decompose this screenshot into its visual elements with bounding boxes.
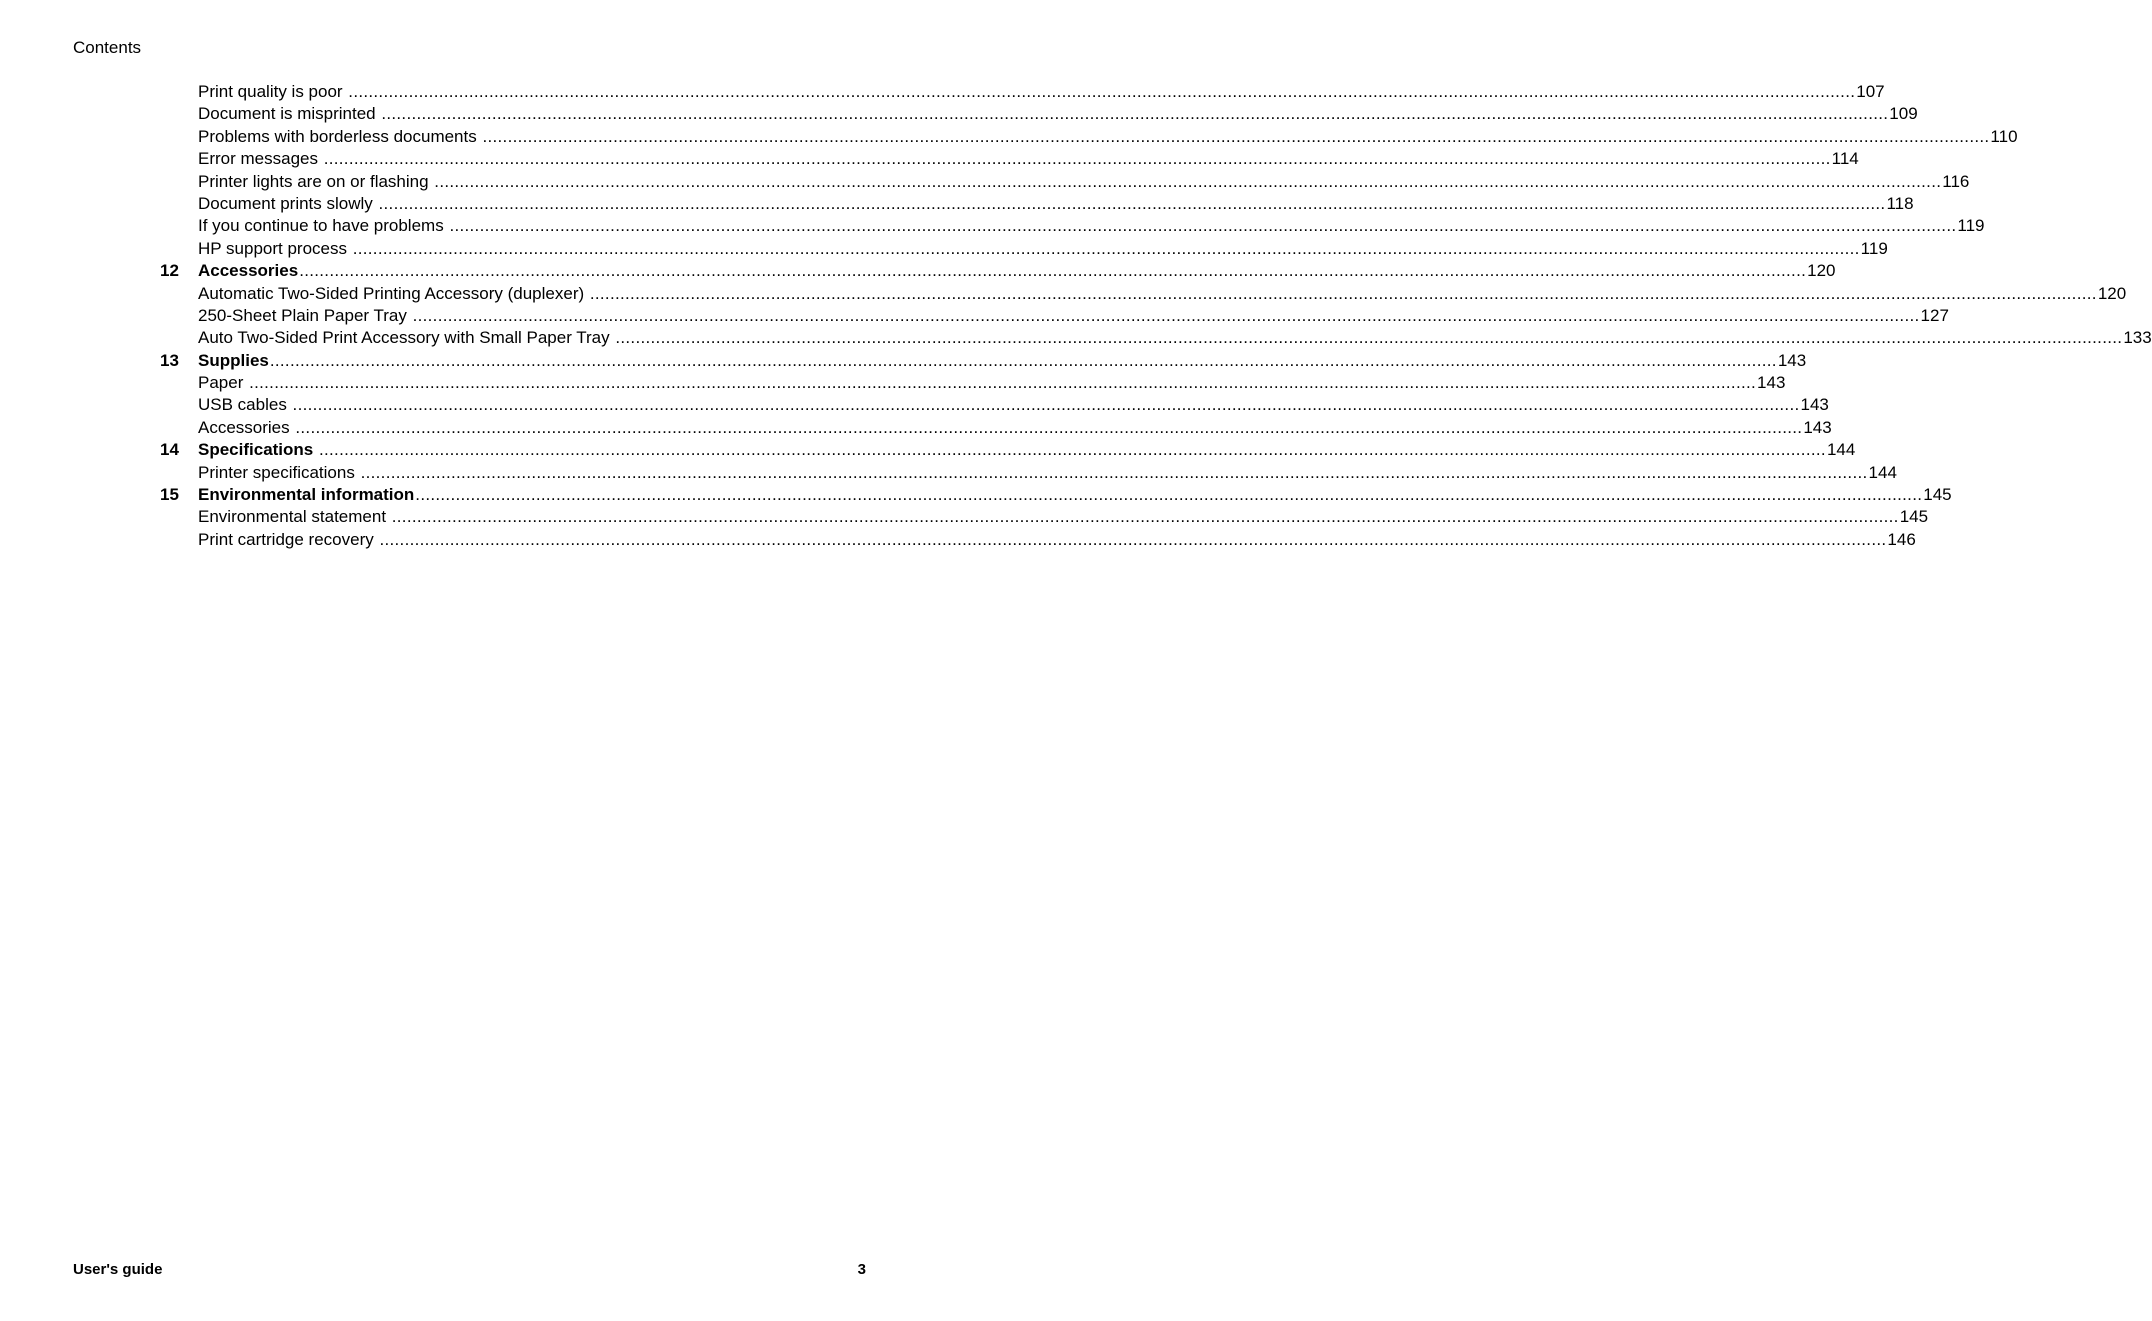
toc-dot-leader: ............................................................................................................................................................................................................................................................................................................ [352, 238, 1860, 258]
toc-title: 250-Sheet Plain Paper Tray [198, 305, 412, 325]
toc-dot-leader: ............................................................................................................................................................................................................................................................................................................ [295, 417, 1803, 437]
toc-entry [198, 193, 1914, 215]
toc-section-row[interactable] [160, 103, 1918, 125]
toc-section-row[interactable] [160, 529, 1916, 551]
toc-title: Supplies [198, 350, 269, 370]
toc-chapter-number: 14 [160, 440, 179, 460]
toc-title: Printer lights are on or flashing [198, 171, 434, 191]
toc-dot-leader: ............................................................................................................................................................................................................................................................................................................ [318, 440, 1826, 460]
toc-title: Print quality is poor [198, 82, 348, 101]
toc-entry [198, 283, 2127, 305]
toc-entry [198, 305, 1949, 327]
toc-chapter-number: 12 [160, 261, 179, 281]
toc-page-number: 143 [1757, 373, 1786, 393]
toc-chapter-number: 13 [160, 350, 179, 370]
toc-entry [198, 439, 1856, 461]
toc-page-number: 143 [1803, 417, 1832, 437]
toc-section-row[interactable] [160, 126, 2018, 148]
toc-entry [198, 394, 1829, 416]
toc-chapter-row[interactable] [160, 350, 1807, 372]
toc-title: HP support process [198, 238, 352, 258]
toc-dot-leader: ............................................................................................................................................................................................................................................................................................................ [482, 126, 1990, 146]
toc-entry [198, 148, 1859, 170]
toc-chapter-number: 15 [160, 485, 179, 505]
toc-title: Error messages [198, 149, 323, 169]
toc-dot-leader: ............................................................................................................................................................................................................................................................................................................ [348, 82, 1856, 101]
toc-page-number: 119 [1957, 216, 1985, 236]
toc-section-row[interactable] [160, 372, 1786, 394]
toc-entry [198, 462, 1897, 484]
toc-entry [198, 126, 2018, 148]
toc-title: Accessories [198, 417, 295, 437]
toc-dot-leader: ............................................................................................................................................................................................................................................................................................................ [299, 261, 1807, 281]
toc-page-number: 146 [1887, 529, 1916, 549]
toc-title: If you continue to have problems [198, 216, 449, 236]
toc-title: Print cartridge recovery [198, 529, 379, 549]
toc-section-row[interactable] [160, 215, 1985, 237]
toc-page-number: 143 [1800, 395, 1829, 415]
toc-dot-leader: ............................................................................................................................................................................................................................................................................................................ [412, 305, 1920, 325]
toc-dot-leader: ............................................................................................................................................................................................................................................................................................................ [269, 350, 1777, 370]
toc-section-row[interactable] [160, 394, 1829, 416]
toc-page-number: 114 [1831, 149, 1859, 169]
toc-dot-leader: ............................................................................................................................................................................................................................................................................................................ [415, 485, 1923, 505]
toc-dot-leader: ............................................................................................................................................................................................................................................................................................................ [292, 395, 1800, 415]
toc-title: Document prints slowly [198, 193, 378, 213]
toc-entry [198, 529, 1916, 551]
toc-dot-leader: ............................................................................................................................................................................................................................................................................................................ [379, 529, 1887, 549]
toc-page-number: 144 [1868, 462, 1897, 482]
toc-entry [198, 215, 1985, 237]
toc-dot-leader: ............................................................................................................................................................................................................................................................................................................ [360, 462, 1868, 482]
toc-page-number: 133 [2123, 328, 2152, 348]
table-of-contents [160, 81, 2152, 551]
toc-page-number: 145 [1899, 507, 1929, 527]
footer-guide-label: User's guide [73, 1261, 163, 1278]
toc-chapter-row[interactable] [160, 439, 1856, 461]
toc-page-number: 127 [1920, 305, 1949, 325]
toc-page-number: 109 [1889, 104, 1918, 124]
toc-dot-leader: ............................................................................................................................................................................................................................................................................................................ [449, 216, 1957, 236]
toc-dot-leader: ............................................................................................................................................................................................................................................................................................................ [615, 328, 2123, 348]
toc-dot-leader: ............................................................................................................................................................................................................................................................................................................ [249, 373, 1757, 393]
toc-page-number: 143 [1777, 350, 1807, 370]
toc-title: Specifications [198, 440, 318, 460]
toc-page-number: 110 [1990, 126, 2018, 146]
toc-entry [198, 372, 1786, 394]
toc-page-number: 120 [2097, 283, 2127, 303]
toc-entry [198, 103, 1918, 125]
toc-entry [198, 327, 2152, 349]
toc-chapter-row[interactable] [160, 484, 1952, 506]
running-header: Contents [73, 38, 142, 57]
toc-entry [198, 81, 1885, 103]
toc-section-row[interactable] [160, 148, 1859, 170]
toc-title: USB cables [198, 395, 292, 415]
toc-entry [198, 260, 1836, 282]
toc-dot-leader: ............................................................................................................................................................................................................................................................................................................ [391, 507, 1899, 527]
toc-section-row[interactable] [160, 327, 2152, 349]
toc-section-row[interactable] [160, 305, 1949, 327]
toc-dot-leader: ............................................................................................................................................................................................................................................................................................................ [589, 283, 2097, 303]
toc-dot-leader: ............................................................................................................................................................................................................................................................................................................ [323, 149, 1831, 169]
toc-dot-leader: ............................................................................................................................................................................................................................................................................................................ [434, 171, 1942, 191]
toc-title: Paper [198, 373, 249, 393]
toc-title: Environmental statement [198, 507, 391, 527]
toc-section-row[interactable] [160, 417, 1832, 439]
toc-page-number: 118 [1886, 193, 1914, 213]
toc-page-number: 145 [1923, 485, 1952, 505]
toc-title: Printer specifications [198, 462, 360, 482]
toc-section-row[interactable] [160, 506, 1929, 528]
toc-section-row[interactable] [160, 193, 1914, 215]
toc-title: Problems with borderless documents [198, 126, 482, 146]
toc-section-row[interactable] [160, 283, 2127, 305]
toc-page-number: 144 [1826, 440, 1856, 460]
toc-title: Auto Two-Sided Print Accessory with Small Paper Tray [198, 328, 615, 348]
toc-page-number: 119 [1860, 238, 1888, 258]
toc-dot-leader: ............................................................................................................................................................................................................................................................................................................ [378, 193, 1886, 213]
toc-entry [198, 506, 1929, 528]
toc-section-row[interactable] [160, 462, 1897, 484]
toc-chapter-row[interactable] [160, 260, 1836, 282]
toc-title: Environmental information [198, 485, 415, 505]
toc-section-row[interactable] [160, 238, 1888, 260]
toc-page-number: 107 [1856, 82, 1885, 101]
footer-page-number: 3 [857, 1261, 866, 1278]
toc-dot-leader: ............................................................................................................................................................................................................................................................................................................ [381, 104, 1889, 124]
toc-entry [198, 171, 1970, 193]
toc-page-number: 116 [1942, 171, 1970, 191]
toc-title: Automatic Two-Sided Printing Accessory (duplexer) [198, 283, 589, 303]
toc-section-row[interactable] [160, 81, 1885, 103]
toc-section-row[interactable] [160, 171, 1970, 193]
toc-entry [198, 484, 1952, 506]
toc-title: Document is misprinted [198, 104, 381, 124]
toc-entry [198, 238, 1888, 260]
toc-title: Accessories [198, 261, 299, 281]
toc-entry [198, 417, 1832, 439]
toc-entry [198, 350, 1807, 372]
toc-page-number: 120 [1807, 261, 1836, 281]
